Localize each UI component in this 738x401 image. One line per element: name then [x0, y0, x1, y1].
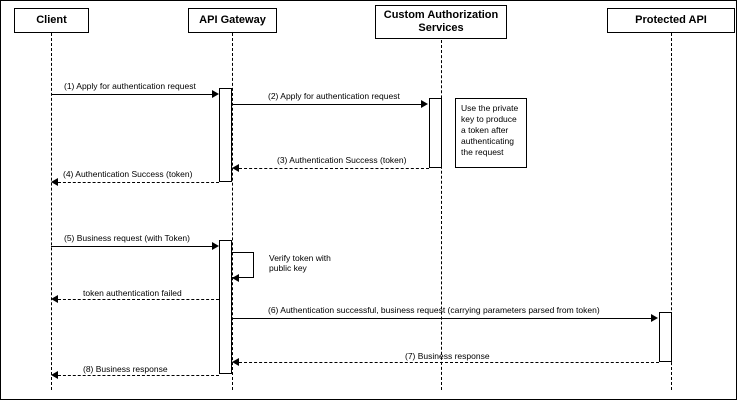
- message-arrow-4: [51, 178, 58, 186]
- message-arrow-5: [212, 242, 219, 250]
- lifeline-head-protected-api[interactable]: Protected API: [607, 8, 735, 33]
- lifeline-head-custom-authorization-services[interactable]: Custom Authorization Services: [375, 5, 507, 39]
- note-token: Use the private key to produce a token after authenticating the request: [455, 98, 527, 168]
- message-label-3: (3) Authentication Success (token): [277, 155, 407, 165]
- message-label-token-failed: token authentication failed: [83, 288, 182, 298]
- message-line-8: [58, 375, 219, 376]
- message-label-4: (4) Authentication Success (token): [63, 169, 193, 179]
- activation-api-gateway-business: [219, 240, 232, 374]
- activation-protected-api: [659, 312, 672, 362]
- message-arrow-1: [212, 90, 219, 98]
- lifeline-client: [51, 33, 52, 390]
- message-label-2: (2) Apply for authentication request: [268, 91, 400, 101]
- message-line-6: [232, 318, 652, 319]
- message-line-3: [239, 168, 429, 169]
- self-message-arrow-verify-token: [232, 274, 239, 282]
- activation-auth-service: [429, 98, 442, 168]
- message-line-5: [51, 246, 213, 247]
- message-line-2: [232, 104, 422, 105]
- lifeline-custom-authorization-services: [441, 40, 442, 390]
- self-message-label-verify-token: Verify token with public key: [269, 253, 331, 273]
- message-line-4: [58, 182, 219, 183]
- message-label-7: (7) Business response: [405, 351, 490, 361]
- message-label-6: (6) Authentication successful, business request (carrying parameters parsed from token): [268, 305, 600, 315]
- message-arrow-3: [232, 164, 239, 172]
- message-label-5: (5) Business request (with Token): [64, 233, 190, 243]
- message-arrow-8: [51, 371, 58, 379]
- message-arrow-7: [232, 358, 239, 366]
- message-arrow-token-failed: [51, 295, 58, 303]
- message-label-8: (8) Business response: [83, 364, 168, 374]
- message-line-token-failed: [58, 299, 219, 300]
- message-label-1: (1) Apply for authentication request: [64, 81, 196, 91]
- lifeline-head-client[interactable]: Client: [14, 8, 89, 33]
- message-line-1: [51, 94, 213, 95]
- lifeline-api-gateway: [232, 33, 233, 390]
- message-line-7: [239, 362, 659, 363]
- activation-api-gateway-auth: [219, 88, 232, 182]
- lifeline-head-api-gateway[interactable]: API Gateway: [188, 8, 277, 33]
- message-arrow-2: [421, 100, 428, 108]
- message-arrow-6: [651, 314, 658, 322]
